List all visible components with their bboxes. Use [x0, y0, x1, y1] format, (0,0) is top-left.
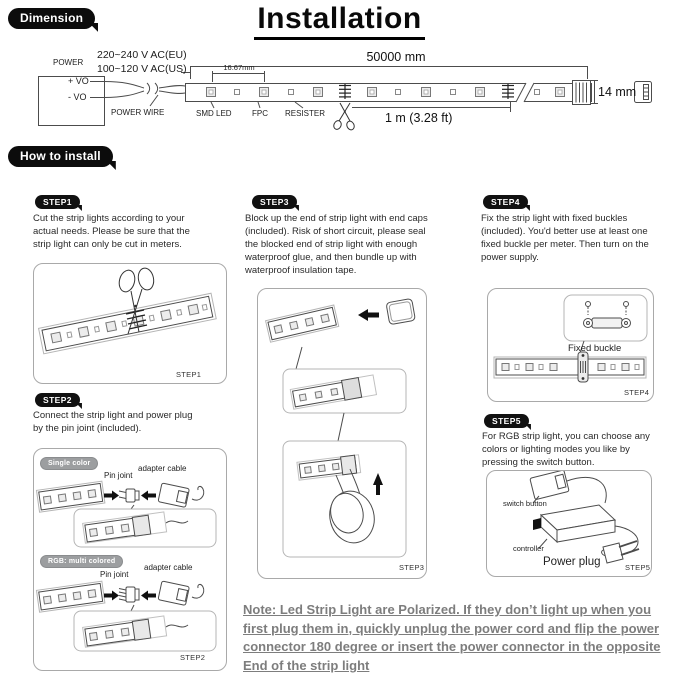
power-plug-label: Power plug: [543, 556, 601, 568]
resister-label: RESISTER: [285, 109, 326, 118]
minus-vo-label: - VO: [68, 92, 87, 102]
fixed-buckle-label: Fixed buckle: [568, 343, 622, 354]
arrow-left-icon: [358, 309, 379, 321]
led-pitch-label: 16.67mm: [223, 63, 255, 72]
controller-graphic: [533, 505, 615, 542]
step1-graphic: [34, 264, 226, 383]
step5-text: For RGB strip light, you can choose any colors or lighting modes you like by pressing the switch button.: [482, 431, 650, 468]
strip-cut-graphic: [39, 293, 217, 354]
arrow-right-icon: [104, 591, 119, 601]
arrow-left-icon: [141, 591, 156, 601]
rgb-multi-colored-badge: RGB: multi colored: [40, 555, 123, 568]
pin-joint-label: Pin joint: [104, 471, 133, 480]
step2-figure: [33, 448, 227, 671]
step5-badge: STEP5: [484, 414, 529, 428]
step2-badge: STEP2: [35, 393, 80, 407]
power-wire-label: POWER WIRE: [111, 108, 165, 117]
dimension-badge: Dimension: [8, 8, 95, 29]
switch-button-label: switch button: [503, 499, 547, 508]
adapter-cable-label: adapter cable: [144, 563, 193, 572]
strip-width-label: 14 mm: [598, 85, 637, 99]
single-color-badge: Single color: [40, 457, 98, 470]
total-length-label: 50000 mm: [366, 50, 426, 64]
strip-graphic: [266, 305, 339, 342]
step4-badge: STEP4: [483, 195, 528, 209]
voltage-us-label: 100~120 V AC(US): [97, 63, 187, 75]
strip-graphic: [36, 481, 104, 512]
fpc-label: FPC: [252, 109, 268, 118]
arrow-right-icon: [104, 491, 119, 501]
how-to-install-badge: How to install: [8, 146, 113, 167]
step2-text: Connect the strip light and power plug by the pin joint (included).: [33, 410, 193, 434]
arrow-left-icon: [141, 491, 156, 501]
power-label: POWER: [53, 58, 84, 67]
polarity-note: Note: Led Strip Light are Polarized. If they don’t light up when you first plug them in, quickly unplug the power cord and flip the power connector 180 degree or insert the power connector in the opposite End of the strip light: [243, 602, 661, 673]
adapter-cable-label: adapter cable: [138, 464, 187, 473]
fixed-buckle-graphic: [578, 352, 588, 382]
step5-figure-label: STEP5: [625, 563, 651, 572]
step1-text: Cut the strip lights according to your actual needs. Please be sure that the strip light can only be cut in meters.: [33, 213, 190, 250]
step1-figure-label: STEP1: [176, 370, 202, 379]
step3-figure: [257, 288, 427, 579]
power-wire-graphic: [105, 82, 186, 107]
step3-text: Block up the end of strip light with end caps (included). Risk of short circuit, please seal the blocked end of strip light with enough waterproof glue, and then bundle up with waterproof insulation tape.: [245, 213, 428, 276]
step4-figure-label: STEP4: [624, 388, 650, 397]
step2-figure-label: STEP2: [180, 653, 206, 662]
step1-figure: [33, 263, 227, 384]
step3-graphic: [258, 289, 426, 578]
power-plug-graphic: [603, 541, 639, 563]
step3-figure-label: STEP3: [399, 563, 425, 572]
page-title: Installation: [254, 2, 424, 40]
switch-unit-graphic: [530, 471, 569, 500]
plus-vo-label: + VO: [68, 76, 89, 86]
pin-connector-piece-graphic: [635, 82, 652, 103]
end-cap-graphic: [386, 298, 415, 324]
step1-badge: STEP1: [35, 195, 80, 209]
pin-joint-label: Pin joint: [100, 570, 129, 579]
led-strip-graphic: [186, 81, 592, 105]
strip-graphic: [36, 581, 104, 612]
pin-joint-4pin-graphic: [119, 587, 139, 602]
cut-unit-label: 1 m (3.28 ft): [385, 111, 453, 125]
smd-led-label: SMD LED: [196, 109, 232, 118]
step4-text: Fix the strip light with fixed buckles (included). You'd better use at least one fixed buckle per meter. Then turn on the power supply.: [481, 213, 649, 263]
pin-joint-graphic: [119, 489, 139, 502]
strip-graphic: [494, 357, 646, 378]
step4-figure: [487, 288, 654, 402]
step5-figure: [486, 470, 652, 577]
voltage-eu-label: 220~240 V AC(EU): [97, 49, 187, 61]
adapter-graphic: [158, 581, 189, 605]
step3-badge: STEP3: [252, 195, 297, 209]
adapter-graphic: [158, 483, 189, 507]
controller-label: controller: [513, 544, 544, 553]
